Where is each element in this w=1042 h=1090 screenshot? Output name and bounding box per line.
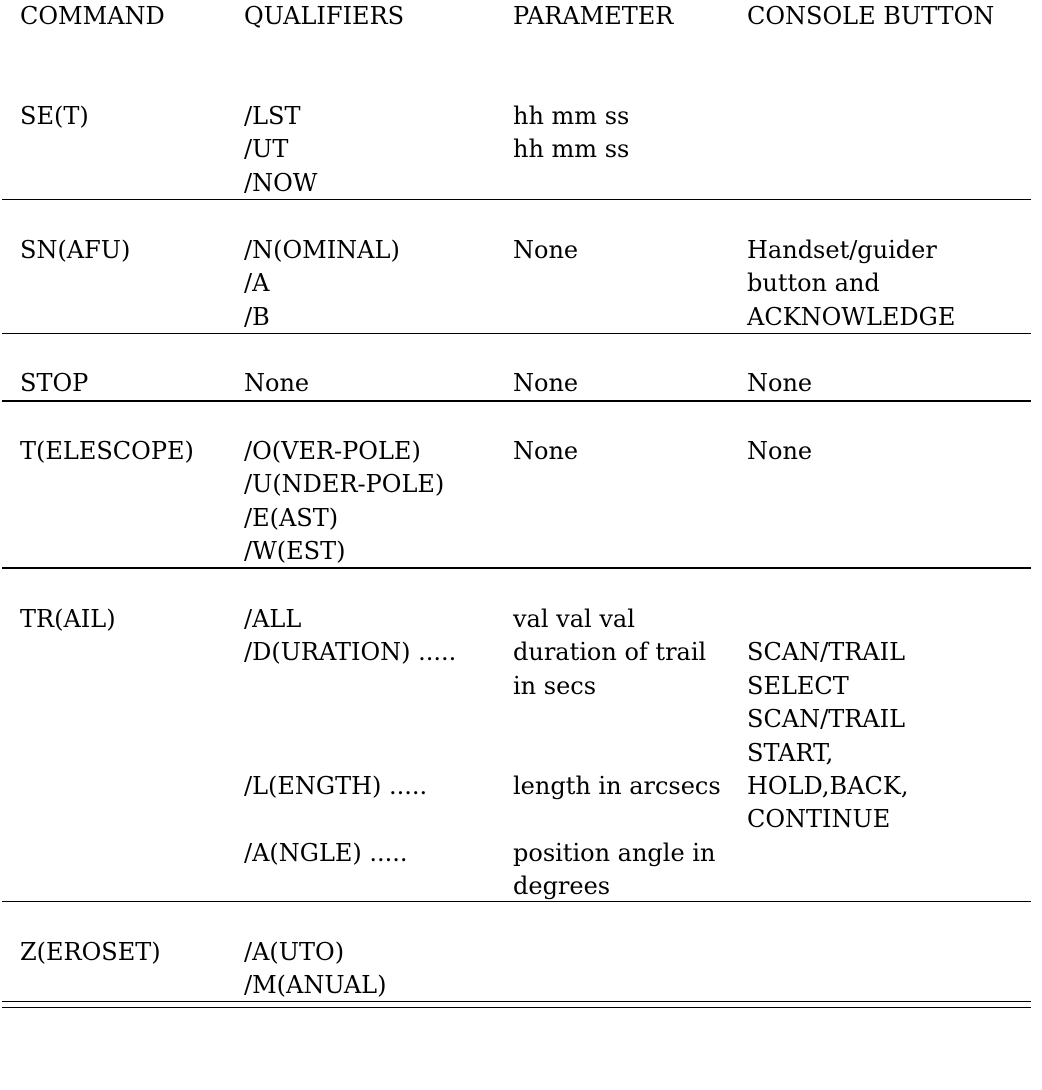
table-end-double-rule (2, 1007, 1031, 1008)
row-1-console-line-2: ACKNOWLEDGE (747, 302, 956, 331)
row-0-qualifier-line-2: /NOW (244, 168, 318, 197)
row-1-console-line-0: Handset/guider (747, 236, 937, 264)
row-0-parameter-line-0: hh mm ss (513, 102, 630, 130)
row-1-parameter-line-0: None (513, 236, 579, 264)
row-5-qualifier-line-0: /A(UTO) (244, 938, 345, 966)
row-4-qualifier-line-7: /A(NGLE) ..... (244, 838, 408, 867)
row-5-qualifier-line-1: /M(ANUAL) (244, 971, 387, 1000)
header-qualifiers: QUALIFIERS (244, 2, 405, 30)
row-4-parameter-line-2: in secs (513, 671, 597, 700)
row-4-qualifier-line-5: /L(ENGTH) ..... (244, 772, 428, 800)
header-command: COMMAND (20, 2, 165, 30)
row-1-qualifier-line-2: /B (244, 302, 270, 331)
row-1-console-line-1: button and (747, 269, 880, 298)
row-3-console-line-0: None (747, 437, 813, 465)
row-4-console-line-1: SCAN/TRAIL (747, 638, 906, 667)
row-1-qualifier-line-0: /N(OMINAL) (244, 236, 400, 264)
row-5-command: Z(EROSET) (20, 938, 161, 966)
row-4-parameter-line-7: position angle in (513, 838, 716, 867)
row-0-qualifier-line-0: /LST (244, 102, 301, 130)
row-divider (2, 199, 1031, 200)
row-2-command: STOP (20, 369, 89, 397)
row-3-parameter-line-0: None (513, 437, 579, 465)
row-2-parameter-line-0: None (513, 369, 579, 397)
row-0-parameter-line-1: hh mm ss (513, 135, 630, 164)
row-4-console-line-6: CONTINUE (747, 805, 891, 834)
row-3-qualifier-line-3: /W(EST) (244, 537, 346, 566)
row-4-console-line-4: START, (747, 738, 834, 767)
row-4-parameter-line-1: duration of trail (513, 638, 707, 667)
row-divider (2, 567, 1031, 569)
row-4-parameter-line-5: length in arcsecs (513, 772, 721, 800)
row-3-command: T(ELESCOPE) (20, 437, 194, 465)
row-2-console-line-0: None (747, 369, 813, 397)
row-3-qualifier-line-1: /U(NDER-POLE) (244, 470, 445, 499)
row-4-qualifier-line-0: /ALL (244, 605, 302, 633)
row-4-console-line-3: SCAN/TRAIL (747, 705, 906, 734)
row-0-qualifier-line-1: /UT (244, 135, 289, 164)
row-divider (2, 901, 1031, 902)
row-divider (2, 400, 1031, 402)
header-parameter: PARAMETER (513, 2, 674, 30)
row-1-qualifier-line-1: /A (244, 269, 270, 298)
row-4-parameter-line-8: degrees (513, 872, 611, 901)
row-3-qualifier-line-0: /O(VER-POLE) (244, 437, 421, 465)
row-2-qualifier-line-0: None (244, 369, 310, 397)
row-divider (2, 333, 1031, 334)
table-end-double-rule (2, 1001, 1031, 1002)
row-3-qualifier-line-2: /E(AST) (244, 503, 339, 532)
row-4-qualifier-line-1: /D(URATION) ..... (244, 638, 457, 667)
row-4-parameter-line-0: val val val (513, 605, 635, 633)
row-1-command: SN(AFU) (20, 236, 131, 264)
row-0-command: SE(T) (20, 102, 89, 130)
row-4-command: TR(AIL) (20, 605, 116, 633)
row-4-console-line-2: SELECT (747, 671, 849, 700)
header-console-button: CONSOLE BUTTON (747, 2, 995, 30)
row-4-console-line-5: HOLD,BACK, (747, 772, 909, 800)
